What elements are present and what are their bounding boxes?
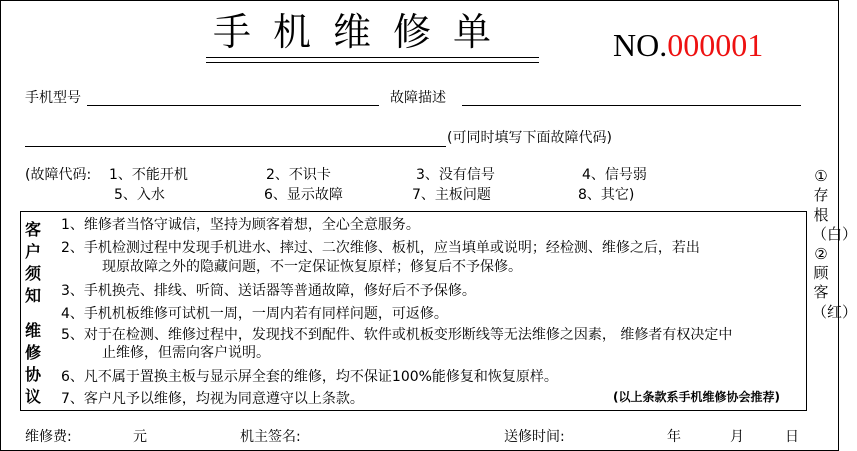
- day-label: 日: [785, 429, 799, 445]
- year-label: 年: [667, 429, 681, 445]
- fault-code: 1、不能开机: [109, 167, 188, 183]
- term: 7、客户凡予以维修，均视为同意遵守以上条款。: [61, 391, 364, 407]
- side-label: 客: [25, 220, 42, 239]
- term: 现原故障之外的隐藏问题，不一定保证恢复原样；修复后不予保修。: [102, 259, 522, 275]
- term: 4、手机机板维修可试机一周，一周内若有同样问题，可返修。: [61, 306, 448, 322]
- term: 3、手机换壳、排线、听筒、送话器等普通故障，修好后不予保修。: [61, 283, 476, 299]
- fault-field[interactable]: [462, 105, 801, 106]
- fault-field-line2[interactable]: [25, 146, 446, 147]
- form-title: 手机维修单: [213, 10, 514, 54]
- side-label: 户: [25, 242, 42, 261]
- side-label: 修: [25, 343, 42, 362]
- term: 止维修，但需向客户说明。: [102, 345, 270, 361]
- month-label: 月: [730, 429, 744, 445]
- fault-codes-prefix: (故障代码:: [25, 167, 92, 183]
- yuan-label: 元: [133, 429, 147, 445]
- date-label: 送修时间:: [504, 429, 565, 445]
- side-label: 维: [25, 321, 42, 340]
- copy-labels: ①存根（白）②顾客（红）: [812, 167, 857, 321]
- fault-hint: (可同时填写下面故障代码): [447, 130, 612, 146]
- fault-code: 3、没有信号: [416, 167, 495, 183]
- model-field[interactable]: [87, 105, 379, 106]
- model-label: 手机型号: [25, 90, 81, 106]
- recommend-note: (以上条款系手机维修协会推荐): [613, 390, 780, 404]
- title-underline: [206, 57, 539, 58]
- fault-code: 2、不识卡: [266, 167, 331, 183]
- fault-label: 故障描述: [390, 90, 446, 106]
- side-label: 知: [25, 286, 42, 305]
- fault-code: 8、其它): [578, 187, 635, 203]
- title-underline: [206, 62, 539, 63]
- term: 1、维修者当恪守诚信，坚持为顾客着想，全心全意服务。: [61, 217, 420, 233]
- form-number: [613, 29, 763, 61]
- number-value: 000001: [667, 27, 764, 63]
- term: 5、对于在检测、维修过程中，发现找不到配件、软件或机板变形断线等无法维修之因素， 维修者有权决定中: [61, 327, 733, 343]
- number-prefix: NO.: [613, 27, 668, 63]
- term: 6、凡不属于置换主板与显示屏全套的维修，均不保证100%能修复和恢复原样。: [61, 369, 558, 385]
- fault-code: 5、入水: [114, 187, 165, 203]
- fault-code: 7、主板问题: [412, 187, 491, 203]
- side-label: 协: [25, 365, 42, 384]
- side-label: 须: [25, 264, 42, 283]
- fault-code: 6、显示故障: [264, 187, 343, 203]
- fee-label: 维修费:: [25, 429, 72, 445]
- fault-code: 4、信号弱: [582, 167, 647, 183]
- signature-label: 机主签名:: [240, 429, 301, 445]
- term: 2、手机检测过程中发现手机进水、摔过、二次维修、板机，应当填单或说明；经检测、维修之后，若出: [61, 240, 700, 256]
- side-label: 议: [25, 387, 42, 406]
